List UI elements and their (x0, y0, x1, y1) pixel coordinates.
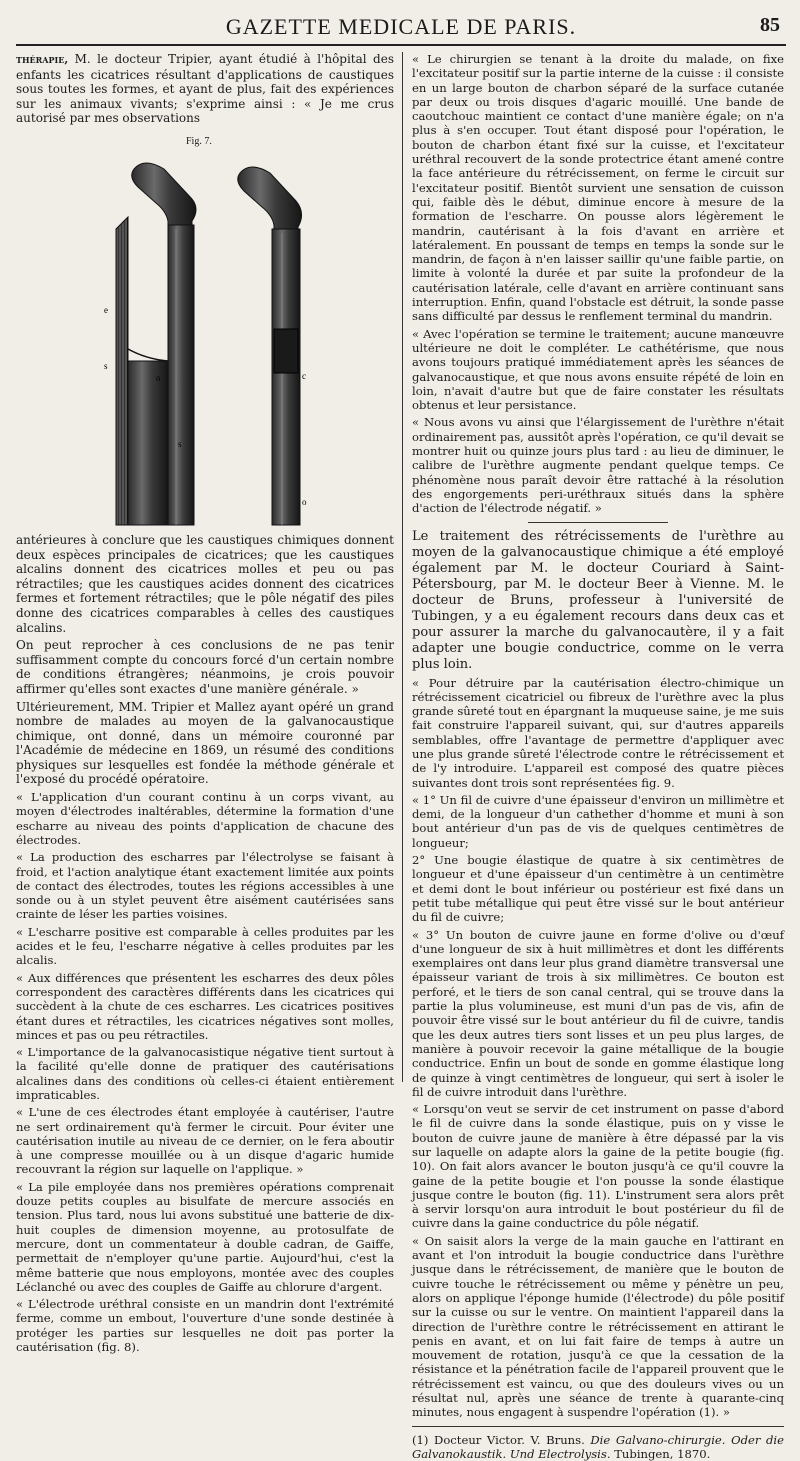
quote-application: « L'application d'un courant continu à un corps vivant, au moyen d'électrodes inaltérables, détermine la formation d'une escharre au niveau des points d'application de chacune des électrodes. (16, 790, 394, 847)
quote-escharre: « L'escharre positive est comparable à celles produites par les acides et le feu, l'escharre négative à celles produites par les alcalis. (16, 924, 394, 968)
paragraph-reproach: On peut reprocher à ces conclusions de ne pas tenir suffisamment compte du concours forcé d'un certain nombre de conditions étrangères; néanmoins, je crois pouvoir affirmer qu'elles sont exactes d'une manière générale. » (16, 638, 394, 696)
electrode-left (104, 163, 196, 525)
footnote-title: Die Galvano-chirurgie. Oder die Galvanokaustik. Und Electrolysis. (412, 1432, 784, 1461)
right-column (412, 52, 784, 1461)
quote-operation: « Avec l'opération se termine le traitement; aucune manœuvre ultérieure ne doit le compléter. Le cathétérisme, que nous avons toujours pratiqué immédiatement après les séances de galvanocaustique, et que nous avons ensuite répété de loin en loin, n'avait d'autre but que de faire constater les résultats obtenus et leur persistance. (412, 326, 784, 413)
figure-label: Fig. 7. (186, 135, 212, 147)
figure-7 (16, 129, 394, 529)
svg-text:s: s (178, 438, 182, 449)
intro-label: thérapie, (16, 53, 69, 66)
svg-text:o: o (156, 372, 161, 383)
journal-title: GAZETTE MEDICALE DE PARIS. (225, 14, 577, 39)
quote-chirurgien: « Le chirurgien se tenant à la droite du malade, on fixe l'excitateur positif sur la partie interne de la cuisse : il consiste en un large bouton de charbon séparé de la surface cutanée par deux ou trois disques d'agaric mouillé. Une bande de caoutchouc maintient ce contact d'une manière égale; on n'a plus à s'en occuper. Tout étant disposé pour l'opération, le bouton de charbon étant fixé sur la cuisse, et l'excitateur uréthral recouvert de la sonde protectrice étant amené contre la face antérieure du rétrécissement, on ferme le circuit sur l'excitateur positif. Bientôt survient une sensation de cuisson qui, faible dès le début, diminue encore à mesure de la formation de l'escharre. On pousse alors légèrement le mandrin, cautérisant à la fois d'avant en arrière et latéralement. En poussant de temps en temps la sonde sur le mandrin, de façon à n'en laisser saillir qu'une faible partie, on limite à volonté la durée et par suite la profondeur de la cautérisation latérale, celle d'avant en arrière continuant sans interruption. Enfin, quand l'obstacle est détruit, la sonde passe sans difficulté par dessus le renflement terminal du mandrin. (412, 52, 784, 324)
electrode-right (238, 167, 307, 525)
quote-verge: « On saisit alors la verge de la main gauche en l'attirant en avant et l'on introduit la bougie conductrice dans l'urèthre jusque dans le rétrécissement, de manière que le bouton de cuivre touche le rétrécissement ou même y pénètre un peu, alors on applique l'éponge humide (l'électrode) du pôle positif sur la cuisse ou sur le ventre. On maintient l'appareil dans la direction de l'urèthre contre le rétrécissement en attirant le penis en avant, et on lui fait faire de temps à autre un mouvement de rotation, jusqu'à ce que la cessation de la résistance et la pénétration facile de l'appareil prouvent que le rétrécissement est vaincu, ou que des douleurs vives ou un résultat nul, après une séance de trente à quarante-cinq minutes, nous engagent à suspendre l'opération (1). » (412, 1233, 784, 1420)
paragraph-conclusions: antérieures à conclure que les caustiques chimiques donnent deux espèces principales de cicatrices; que les caustiques alcalins donnent des cicatrices molles et peu ou pas rétractiles; que les caustiques acides donnent des cicatrices fermes et fortement rétractiles; que le pôle négatif des piles donne des cicatrices comparables à celles des caustiques alcalins. (16, 532, 394, 635)
quote-detruire: « Pour détruire par la cautérisation électro-chimique un rétrécissement cicatriciel ou fibreux de l'urèthre avec la plus grande sûreté tout en épargnant la muqueuse saine, je me suis fait construire l'appareil suivant, qui, sur d'autres appareils semblables, offre l'avantage de permettre d'appliquer avec une plus grande sûreté l'électrode contre le rétrécissement et de l'y introduire. L'appareil est composé des quatre pièces suivantes dont trois sont représentées fig. 9. (412, 675, 784, 790)
item-fil-de-cuivre: « 1° Un fil de cuivre d'une épaisseur d'environ un millimètre et demi, de la longueur d'un cathether d'homme et muni à son bout antérieur d'un pas de vis de quelques centimètres de longueur; (412, 792, 784, 850)
page-number: 85 (760, 14, 780, 36)
paragraph-tripier-mallez: Ultérieurement, MM. Tripier et Mallez ayant opéré un grand nombre de malades au moyen de la galvanocaustique chimique, ont donné, dans un mémoire couronné par l'Académie de médecine en 1869, un résumé des conditions physiques sur lesquelles est fondée la méthode générale et l'exposé du procédé opératoire. (16, 699, 394, 787)
item-bougie: 2° Une bougie élastique de quatre à six centimètres de longueur et d'une épaisseur d'un centimètre à un centimètre et demi dont le bout inférieur ou postérieur est fixé dans un petit tube métallique qui peut être vissé sur le bout antérieur du fil de cuivre; (412, 853, 784, 925)
quote-production: « La production des escharres par l'électrolyse se faisant à froid, et l'action analytique étant exactement limitée aux points de contact des électrodes, toutes les régions accessibles à une sonde ou à un stylet peuvent être aisément cautérisées sans crainte de léser les parties voisines. (16, 850, 394, 922)
footnote (412, 1426, 784, 1461)
footnote-rule (412, 1426, 784, 1427)
page-header (16, 10, 786, 46)
quote-electrode-urethral: « L'électrode uréthral consiste en un mandrin dont l'extrémité ferme, comme un embout, l'ouverture d'une sonde destinée à protéger les parties sur lesquelles ne doit pas porter la cautérisation (fig. 8). (16, 1297, 394, 1355)
quote-elargissement: « Nous avons vu ainsi que l'élargissement de l'urèthre n'était ordinairement pas, aussitôt après l'opération, ce qu'il devait se montrer huit ou quinze jours plus tard : au lieu de diminuer, le calibre de l'urèthre augmente pendant quelque temps. Ce phénomène nous paraît devoir être rattaché à la résolution des engorgements peri-uréthraux situés dans la sphère d'action de l'électrode négatif. » (412, 415, 784, 516)
item-bouton: « 3° Un bouton de cuivre jaune en forme d'olive ou d'œuf d'une longueur de six à huit millimètres et dont les différents exemplaires ont dans leur plus grand diamètre transversal une épaisseur variant de trois à six millimètres. Ce bouton est perforé, et le tiers de son canal central, qui se trouve dans la partie la plus volumineuse, est muni d'un pas de vis, afin de pouvoir être vissé sur le bout antérieur du fil de cuivre, tandis que les deux autres tiers sont lisses et un peu plus larges, de manière à pouvoir recevoir la gaine métallique de la bougie conductrice. Enfin un bout de sonde en gomme élastique long de quinze à vingt centimètres de longueur, qui sert à isoler le fil de cuivre introduit dans l'urèthre. (412, 927, 784, 1099)
svg-text:o: o (302, 496, 307, 507)
svg-text:c: c (302, 370, 306, 381)
column-divider (402, 52, 403, 1082)
quote-usage: « Lorsqu'on veut se servir de cet instrument on passe d'abord le fil de cuivre dans la sonde élastique, puis on y visse le bouton de cuivre jaune de manière à être dépassé par la vis sur laquelle on adapte alors la gaine de la petite bougie (fig. 10). On fait alors avancer le bouton jusqu'à ce qu'il couvre la gaine de la petite bougie et l'on pousse la sonde élastique jusque contre le bouton (fig. 11). L'instrument sera alors prêt à servir lorsqu'on aura introduit le bout postérieur du fil de cuivre dans la gaine conductrice du pôle négatif. (412, 1102, 784, 1231)
paragraph-traitement: Le traitement des rétrécissements de l'urèthre au moyen de la galvanocaustique chimique a été employé également par M. le docteur Couriard à Saint-Pétersbourg, par M. le docteur Beer à Vienne. M. le docteur de Bruns, professeur à l'université de Tubingen, y a eu également recours dans deux cas et pour assurer la marche du galvanocautère, il y a fait adapter une bougie conductrice, comme on le verra plus loin. (412, 528, 784, 672)
quote-pile: « La pile employée dans nos premières opérations comprenait douze petits couples au bisulfate de mercure associés en tension. Plus tard, nous lui avons substitué une batterie de dix-huit couples de dimension moyenne, au protosulfate de mercure, dont un commentateur à double cadran, de Gaiffe, permettait de n'employer qu'une partie. Aujourd'hui, c'est la même batterie que nous employons, montée avec des couples Léclanché ou avec des couples de Gaiffe au chlorure d'argent. (16, 1179, 394, 1294)
footnote-prefix: (1) Docteur Victor. V. Bruns. (412, 1432, 591, 1447)
footnote-suffix: Tubingen, 1870. (610, 1446, 711, 1461)
electrode-illustration (16, 129, 394, 529)
left-column (16, 52, 394, 1357)
intro-text: M. le docteur Tripier, ayant étudié à l'hôpital des enfants les cicatrices résultant d'applications de caustiques sous toutes les formes, et ayant de plus, fait des expériences sur les animaux vivants; s'exprime ainsi : « Je me crus autorisé par mes observations (16, 52, 394, 126)
svg-text:e: e (104, 304, 108, 315)
quote-importance: « L'importance de la galvanocasistique négative tient surtout à la facilité qu'elle donne de pratiquer des cautérisations alcalines dans des conditions où celles-ci étaient entièrement impraticables. (16, 1045, 394, 1102)
quote-electrodes: « L'une de ces électrodes étant employée à cautériser, l'autre ne sert ordinairement qu'à fermer le circuit. Pour éviter une cautérisation inutile au niveau de ce dernier, on le fera aboutir à une compresse mouillée ou à un disque d'agaric humide recouvrant la région sur laquelle on l'applique. » (16, 1105, 394, 1177)
svg-text:s: s (104, 360, 108, 371)
intro-paragraph (16, 52, 394, 126)
section-separator (528, 522, 668, 523)
quote-differences: « Aux différences que présentent les escharres des deux pôles correspondent des caractères différents dans les cicatrices qui succèdent à la chute de ces escharres. Les cicatrices positives étant dures et rétractiles, les cicatrices négatives sont molles, minces et pas ou peu rétractiles. (16, 970, 394, 1042)
